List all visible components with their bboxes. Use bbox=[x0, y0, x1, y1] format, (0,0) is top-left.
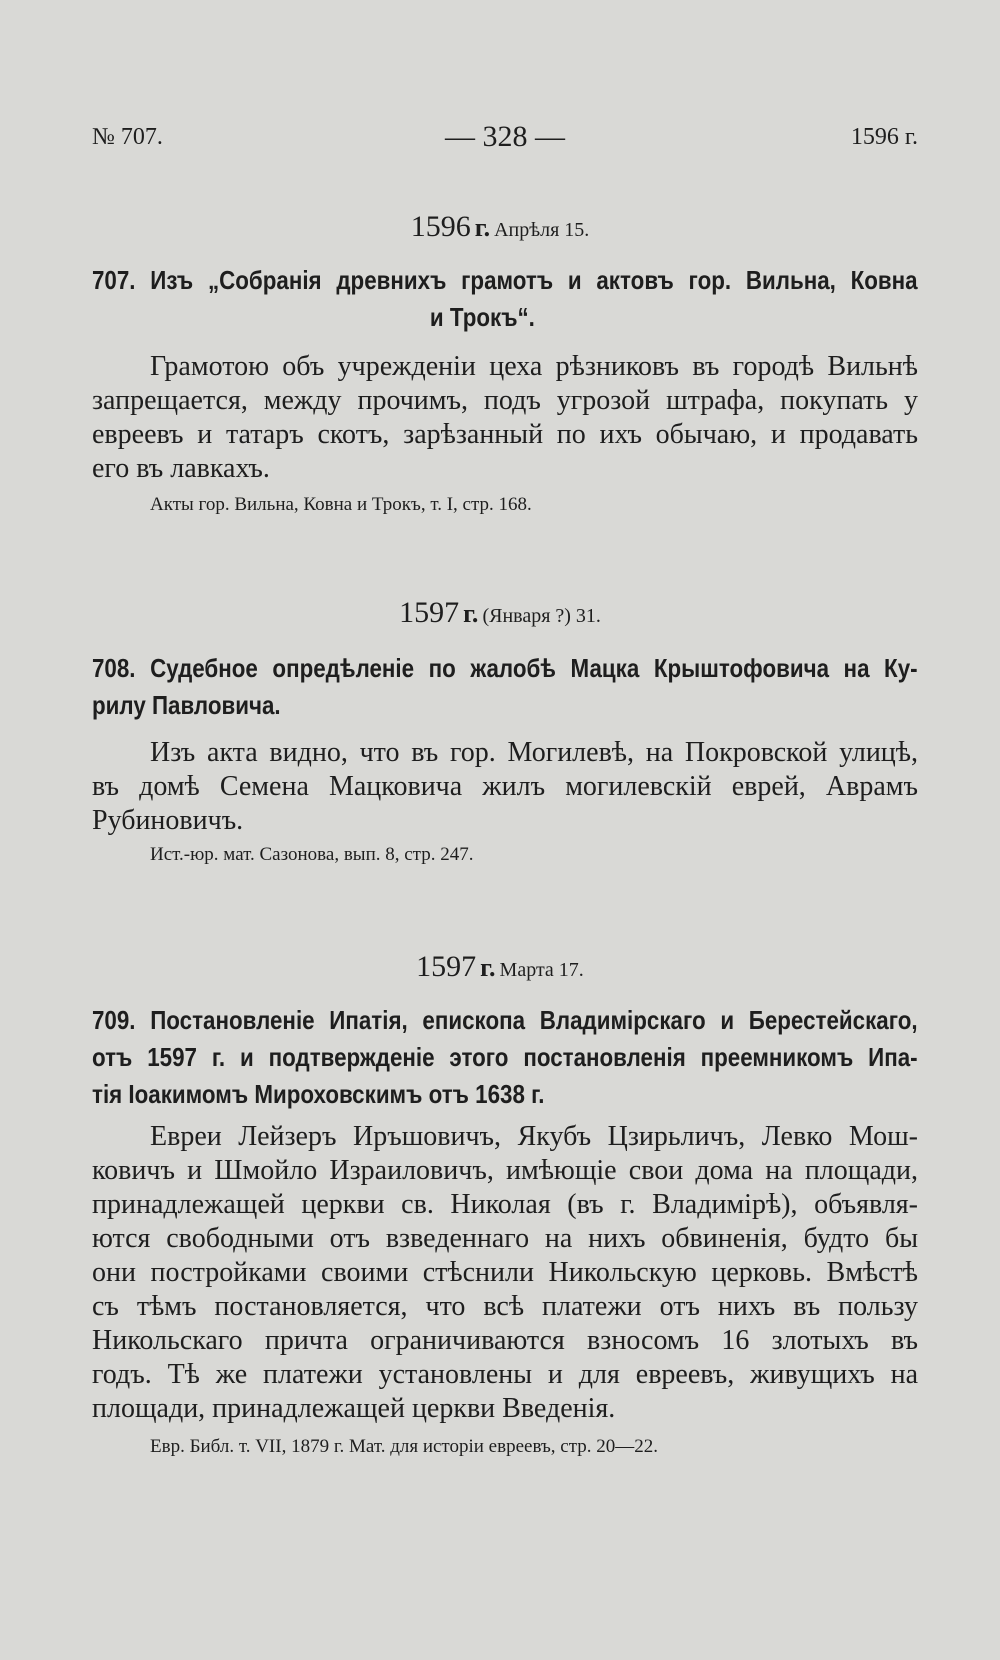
entry-body: Грамотою объ учрежденіи цеха рѣзниковъ въ городѣ Вильнѣ запрещается, между прочимъ, подъ угрозой штрафа, покупать у евреевъ и татаръ скотъ, зарѣзанный по ихъ обычаю, и продавать его въ лавкахъ. bbox=[92, 351, 918, 484]
entry-heading: 708. Судебное опредѣленіе по жалобѣ Мацка Крыштофовича на Ку- рилу Павловича. bbox=[92, 653, 918, 720]
entry-heading: 709. Постановленіе Ипатія, епископа Владимірскаго и Берестейскаго, отъ 1597 г. и подтвержденіе этого постановленія преемникомъ Ипа- тія Іоакимомъ Мироховскимъ отъ 1638 г. bbox=[92, 1005, 918, 1109]
entry-source: Акты гор. Вильна, Ковна и Трокъ, т. I, стр. 168. bbox=[150, 494, 532, 515]
entry-heading: 707. Изъ „Собранія древнихъ грамотъ и актовъ гор. Вильна, Ковна и Трокъ“. bbox=[92, 265, 918, 332]
entry-source: Евр. Библ. т. VII, 1879 г. Мат. для исторіи евреевъ, стр. 20—22. bbox=[150, 1436, 658, 1457]
entry-body: Евреи Лейзеръ Иръшовичъ, Якубъ Цзирьличъ, Левко Мош- ковичъ и Шмойло Израиловичъ, имѣющіе свои дома на площади, принадлежащей церкви св. Николая (въ г. Владимірѣ), объявля- ются свободными отъ взведеннаго на нихъ обвиненія, будто бы они постройками своими стѣснили Никольскую церковь. Вмѣстѣ съ тѣмъ постановляется, что всѣ платежи отъ нихъ въ пользу Никольскаго причта ограничиваются взносомъ 16 злотыхъ въ годъ. Тѣ же платежи установлены и для евреевъ, живущихъ на площади, принадлежащей церкви Введенія. bbox=[92, 1121, 918, 1424]
page-number: — 328 — bbox=[445, 120, 565, 153]
entry-body: Изъ акта видно, что въ гор. Могилевѣ, на Покровской улицѣ, въ домѣ Семена Мацковича жилъ могилевскій еврей, Аврамъ Рубиновичъ. bbox=[92, 737, 918, 836]
entry-date: 1597 г. Марта 17. bbox=[416, 950, 584, 983]
entry-date: 1596 г. Апрѣля 15. bbox=[410, 210, 590, 243]
document-number: № 707. bbox=[92, 124, 163, 150]
running-year: 1596 г. bbox=[850, 124, 918, 150]
entry-source: Ист.-юр. мат. Сазонова, вып. 8, стр. 247. bbox=[150, 844, 474, 865]
running-head bbox=[92, 120, 918, 160]
entry-date: 1597 г. (Января ?) 31. bbox=[399, 596, 601, 629]
